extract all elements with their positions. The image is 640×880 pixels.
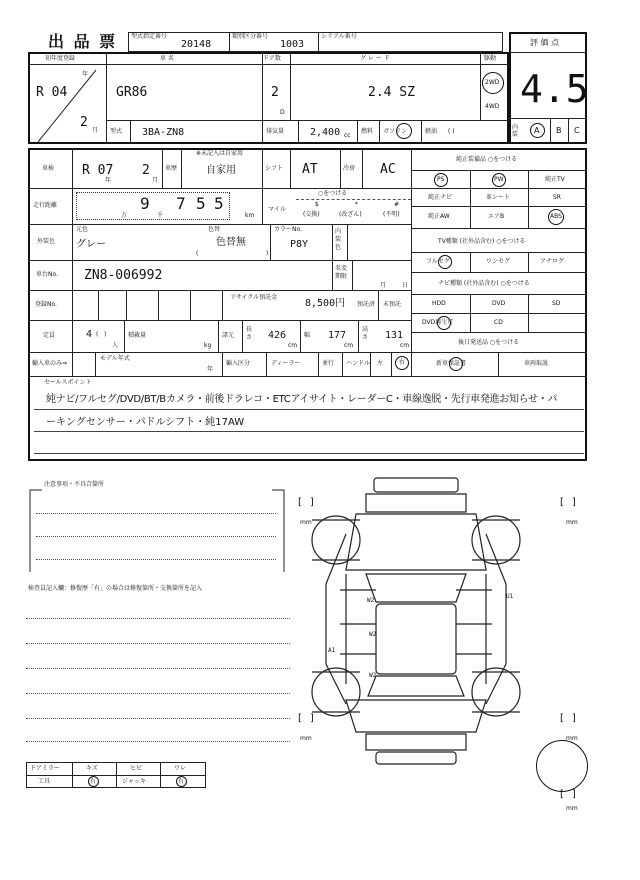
vin-label: 車台No. xyxy=(36,271,58,278)
tread-rl-mm: mm xyxy=(300,735,312,742)
door-suffix: D xyxy=(280,109,285,116)
repaint-value: 色替無 xyxy=(216,237,246,248)
form-title: 出 品 票 xyxy=(48,32,118,51)
legend-door-mirror: ドアミラー xyxy=(30,765,60,772)
score-label: 評 価 点 xyxy=(530,38,560,47)
mileage-digit-5: 7 xyxy=(176,194,186,213)
interior-grade-a: A xyxy=(534,126,540,135)
later-manual: 車両取説 xyxy=(524,360,549,367)
mileage-digit-7: 5 xyxy=(214,194,224,213)
equip-header: 純正装備品 ○をつける xyxy=(456,156,518,163)
height-label: 高さ xyxy=(362,326,369,341)
fuel-other: ( ) xyxy=(448,128,455,135)
later-header: 後日発送品 ○をつける xyxy=(458,339,520,346)
recycle-not: 未預託 xyxy=(383,301,402,308)
legend-tools: 工具 xyxy=(38,778,51,785)
model-value: 3BA-ZN8 xyxy=(142,127,185,138)
mileage-digit-4: 9 xyxy=(140,194,150,213)
legend-crack: ヒビ xyxy=(130,765,143,772)
length-unit: cm xyxy=(288,342,298,349)
equip-ps: PS xyxy=(437,176,445,183)
capacity-paren: ( xyxy=(96,331,99,338)
handle-right: 右 xyxy=(399,359,406,366)
equip-tv: 純正TV xyxy=(545,176,565,183)
color-label: 外装色 xyxy=(37,238,56,245)
notes-label: 注意事項・不具合箇所 xyxy=(44,481,105,488)
load-unit: kg xyxy=(204,342,212,349)
mileage-sen: 千 xyxy=(157,212,164,219)
model-year-label: モデル年式 xyxy=(100,355,130,362)
legend-tools-value: 有 xyxy=(90,778,97,785)
mileage-km: km xyxy=(245,212,255,219)
repaint-paren-open: ( xyxy=(196,250,199,257)
shaken-era: R 07 xyxy=(82,163,114,178)
repaint-paren-close: ) xyxy=(266,250,269,257)
shaken-label: 車検 xyxy=(42,165,55,172)
import-label: 輸入車のみ⇒ xyxy=(32,360,68,367)
equip-aw: 純正AW xyxy=(428,213,450,220)
capacity-label: 定員 xyxy=(43,332,56,339)
recycle-label: リサイクル預託金 xyxy=(230,294,278,301)
mileage-man: 万 xyxy=(121,212,128,219)
drive-2wd: 2WD xyxy=(485,79,500,86)
tv-oneseg: ワンセグ xyxy=(486,258,511,265)
tread-rl-bracket: [] xyxy=(298,713,322,724)
repaint-label: 色替 xyxy=(208,226,221,233)
navi-sd: SD xyxy=(552,300,561,307)
tv-header: TV種類 (社外品含む) ○をつける xyxy=(438,238,526,245)
type-no-value: 20148 xyxy=(181,39,212,50)
navi-dvd: DVD xyxy=(492,300,506,307)
sales-line-2: ーキングセンサー・パドルシフト・純17AW xyxy=(46,417,245,428)
tread-spare-bracket: [] xyxy=(560,789,584,800)
doors-value: 2 xyxy=(271,85,279,100)
damage-mark-w2-a: W2 xyxy=(367,597,375,604)
mile-opt-hash: # xyxy=(394,201,400,208)
interior-grade-c: C xyxy=(574,126,580,135)
notes-bracket xyxy=(26,486,286,576)
fuel-label: 燃料 xyxy=(361,128,374,135)
fuel-gasoline: ガソリン xyxy=(383,128,408,135)
displacement-label: 排気量 xyxy=(266,128,285,135)
tread-rr-bracket: [] xyxy=(560,713,584,724)
vin-value: ZN8-006992 xyxy=(84,268,163,283)
interior-label: 内装 xyxy=(512,124,519,138)
later-warranty: 新車保証書 xyxy=(436,360,467,367)
history-note: ※未記入は自家用 xyxy=(196,150,244,157)
import-parallel: 並行 xyxy=(322,360,335,367)
category-value: 1003 xyxy=(280,39,305,50)
model-label: 型式 xyxy=(110,128,123,135)
mile-label: マイル xyxy=(268,206,286,213)
mile-opt-dollar: $ xyxy=(315,201,319,208)
equip-abs: ABS xyxy=(550,213,562,220)
legend-break: ワレ xyxy=(174,765,187,772)
model-year-unit: 年 xyxy=(207,366,214,373)
length-value: 426 xyxy=(268,330,287,341)
legend-jack-value: 有 xyxy=(178,778,185,785)
shaken-year-unit: 年 xyxy=(105,177,112,184)
legend-scratch: キズ xyxy=(86,765,98,772)
tread-rr-mm: mm xyxy=(566,735,578,742)
capacity-paren-close: ) xyxy=(104,331,107,338)
color-no-label: カラーNo. xyxy=(274,226,302,233)
name-change-month: 月 xyxy=(380,282,387,289)
grade-label: グ レ ー ド xyxy=(360,55,390,62)
damage-mark-a1: A1 xyxy=(328,647,336,654)
tread-spare-mm: mm xyxy=(566,805,578,812)
shift-value: AT xyxy=(302,162,318,177)
first-reg-label: 初年度登録 xyxy=(45,55,76,62)
int-color-label: 内装色 xyxy=(335,228,342,251)
recycle-amount: 8,500円 xyxy=(305,298,346,309)
displacement-cc: cc xyxy=(344,132,351,139)
sales-line-1: 純ナビ/フルセグ/DVD/BT/Bカメラ・前後ドラレコ・ETCアイサイト・レーダーC・車線逸脱・先行車発進お知らせ・パ xyxy=(46,394,558,405)
equip-leather: 革シート xyxy=(486,194,511,201)
width-unit: cm xyxy=(344,342,354,349)
mileage-digit-box xyxy=(76,192,230,220)
damage-mark-w2-c: W2 xyxy=(369,672,377,679)
history-value: 自家用 xyxy=(206,165,236,176)
tread-fl-bracket: [] xyxy=(298,497,322,508)
drive-4wd: 4WD xyxy=(485,103,500,110)
mile-opt-tampered: (改ざん) xyxy=(339,211,362,218)
type-no-label: 型式指定番号 xyxy=(131,33,168,40)
dims-label: 諸元 xyxy=(222,332,235,339)
serial-label: シリアル番号 xyxy=(321,33,357,40)
category-label: 類別区分番号 xyxy=(232,33,269,40)
first-reg-era: R 04 xyxy=(36,85,68,100)
navi-header: ナビ種類 (社外品含む) ○をつける xyxy=(438,280,530,287)
first-reg-month-unit: 月 xyxy=(92,127,99,134)
color-no-value: P8Y xyxy=(290,239,309,250)
car-name-label: 車 名 xyxy=(160,55,174,62)
reg-label: 登録No. xyxy=(35,301,57,308)
import-dealer: ディーラー xyxy=(271,360,301,367)
tv-fullseg: フルセグ xyxy=(426,258,450,265)
navi-hdd: HDD xyxy=(432,300,446,307)
tv-analog: アナログ xyxy=(540,258,565,265)
first-reg-year-unit: 年 xyxy=(82,71,89,78)
score-value: 4.5 xyxy=(520,67,589,111)
load-label: 積載量 xyxy=(128,332,147,339)
sales-label: セールスポイント xyxy=(44,379,92,386)
fuel-diesel: 軽油 xyxy=(425,128,438,135)
equip-pw: PW xyxy=(494,176,504,183)
mileage-digit-6: 5 xyxy=(196,194,206,213)
history-label: 車歴 xyxy=(165,165,178,172)
equip-navi: 純正ナビ xyxy=(428,194,453,201)
mileage-label: 走行距離 xyxy=(33,202,58,209)
displacement-value: 2,400 xyxy=(310,127,341,138)
shift-label: シフト xyxy=(265,165,284,172)
mile-opt-star: * xyxy=(355,201,358,208)
tread-fr-mm: mm xyxy=(566,519,578,526)
shaken-month-unit: 月 xyxy=(152,177,159,184)
doors-label: ドア数 xyxy=(263,55,281,62)
width-value: 177 xyxy=(328,330,347,341)
capacity-unit: 人 xyxy=(112,342,119,349)
orig-color-label: 元色 xyxy=(76,226,89,233)
height-unit: cm xyxy=(400,342,410,349)
car-name-value: GR86 xyxy=(116,85,148,100)
ac-value: AC xyxy=(380,162,396,177)
name-change-label: 名変期限 xyxy=(335,265,348,280)
first-reg-month: 2 xyxy=(80,115,88,130)
ac-label: 冷房 xyxy=(343,165,356,172)
car-damage-diagram xyxy=(296,474,536,774)
legend-jack: ジャッキ xyxy=(122,778,146,785)
mile-check-label: ○をつける xyxy=(318,190,348,197)
spare-tire xyxy=(536,740,588,792)
navi-dvd-play: DVD再生可 xyxy=(422,319,454,326)
handle-left: 左 xyxy=(377,360,384,367)
name-change-day: 日 xyxy=(402,282,409,289)
equip-airbag: エアB xyxy=(488,213,505,220)
import-kind-label: 輸入区分 xyxy=(226,360,251,367)
mile-opt-exchange: (交換) xyxy=(303,211,320,218)
equip-sr: SR xyxy=(553,194,561,201)
length-label: 長さ xyxy=(246,326,253,341)
inspector-label: 検査員記入欄：修復歴「有」の場合は修復箇所・交換箇所を記入 xyxy=(28,585,203,592)
recycle-status: 預託済 xyxy=(357,301,376,308)
handle-label: ハンドル xyxy=(346,360,371,367)
capacity-value: 4 xyxy=(86,329,93,340)
orig-color-value: グレー xyxy=(76,239,106,250)
drive-label: 駆動 xyxy=(484,55,497,62)
shaken-month: 2 xyxy=(142,163,150,178)
height-value: 131 xyxy=(385,330,404,341)
interior-grade-b: B xyxy=(556,126,562,135)
mile-opt-unknown: (不明) xyxy=(383,211,400,218)
tread-fr-bracket: [] xyxy=(560,497,584,508)
grade-value: 2.4 SZ xyxy=(368,85,415,100)
navi-cd: CD xyxy=(494,319,503,326)
damage-mark-w2-b: W2 xyxy=(369,631,377,638)
tread-fl-mm: mm xyxy=(300,519,312,526)
width-label: 幅 xyxy=(304,332,311,339)
damage-mark-u1: U1 xyxy=(506,593,514,600)
